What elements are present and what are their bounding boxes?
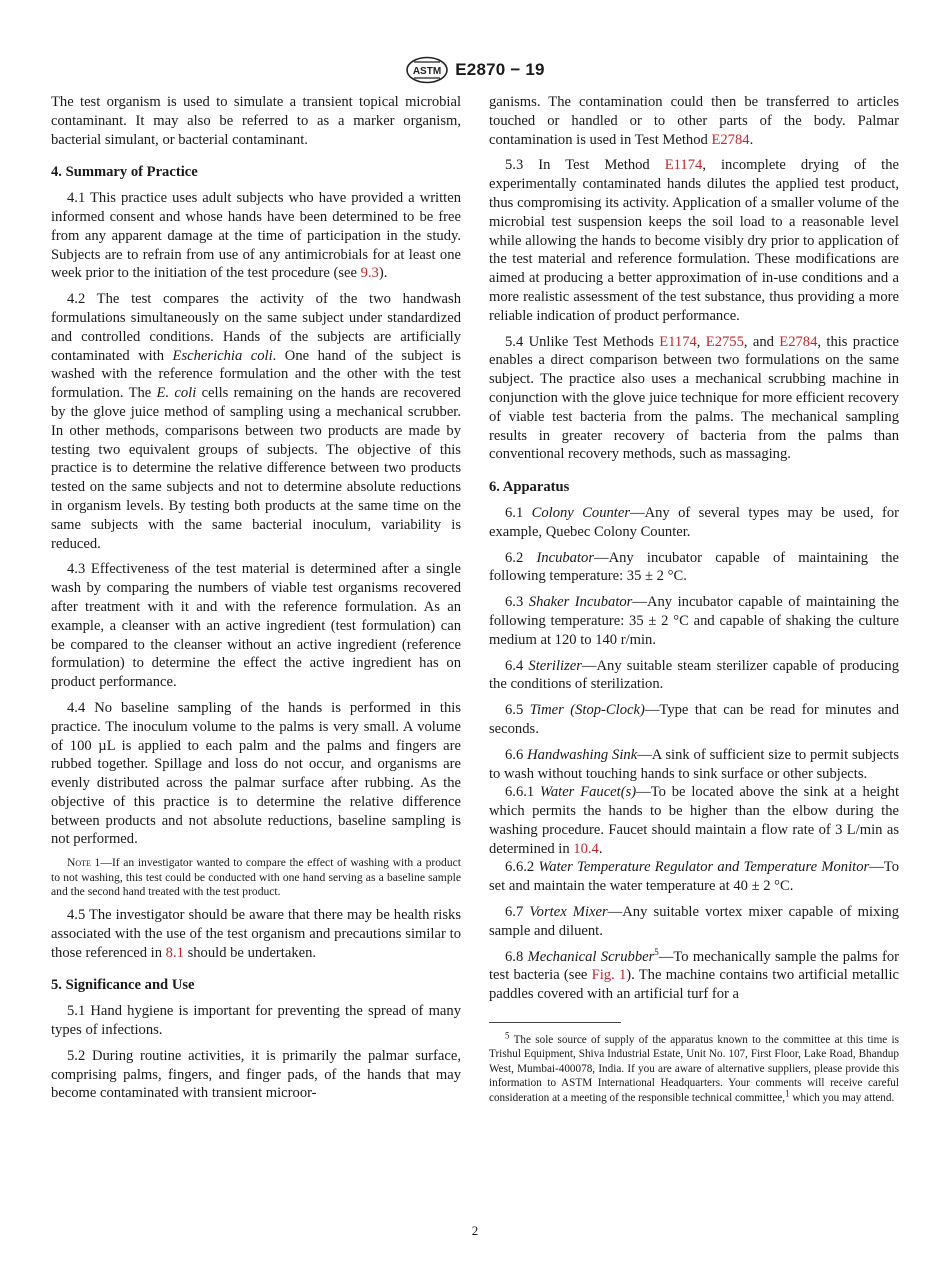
section-4-heading: 4. Summary of Practice: [51, 164, 198, 181]
ref-link-fig-1[interactable]: Fig. 1: [591, 967, 627, 984]
paragraph-4-3: 4.3 Effectiveness of the test material is determined after a single wash by comparing the numbers of viable test organisms recovered after treatment with it and with the reference formulation. As an example, a cleanser with an active ingredient (test formulation) can be compared to the cleanser without an active ingredient (reference formulation) to determine the effect the active ingredient has on product performance.: [51, 561, 461, 691]
page-number: 2: [471, 1223, 479, 1238]
ref-link-e1174-b[interactable]: E1174: [659, 333, 697, 350]
paragraph-5-2: 5.2 During routine activities, it is primarily the palmar surface, comprising palms, fingers, and finger pads, of the hands that may become contaminated with transient microor-: [51, 1047, 461, 1102]
paragraph-5-2-continued: ganisms. The contamination could then be transferred to articles touched or handled or to other parts of the body. Palmar contamination is used in Test Method E2784.: [489, 94, 899, 148]
paragraph-6-2: 6.2 Incubator—Any incubator capable of maintaining the following temperature: 35 ± 2 °C.: [489, 549, 900, 585]
astm-logo-icon: [405, 56, 449, 84]
footnote-5: $^5$ The sole source of supply of the apparatus known to the committee at this time is Trishul Equipment, Shiva Industrial Estate, Unit No. 107, First Floor, Lake Road, Bhandup West, Mumbai-400078, India. If you are aware of alternative suppliers, please provide this information to ASTM International Headquarters. Your comments will receive careful consideration at a meeting of the responsible technical committee,$^1$ which you may attend.: [489, 1030, 899, 1104]
paragraph-6-1: 6.1 Colony Counter—Any of several types may be used, for example, Quebec Colony Counter.: [489, 504, 899, 540]
paragraph-5-1: 5.1 Hand hygiene is important for preventing the spread of many types of infections.: [51, 1003, 461, 1039]
paragraph-6-6-1: 6.6.1 Water Faucet(s)—To be located above the sink at a height which permits the hands to be higher than the elbow during the washing procedure. Faucet should maintain a flow rate of 3 L/min as determined in 10.4.: [489, 784, 900, 857]
left-column: [51, 93, 461, 1110]
note-1: Note 1—If an investigator wanted to compare the effect of washing with a product to not washing, this test could be conducted with one hand serving as a baseline sample and the second hand treated with the test product.: [51, 856, 461, 899]
paragraph-6-6: 6.6 Handwashing Sink—A sink of sufficient size to permit subjects to wash without touching hands to sink surface or other subjects.: [489, 746, 900, 782]
ref-link-e2784[interactable]: E2784: [711, 131, 750, 148]
paragraph-6-7: 6.7 Vortex Mixer—Any suitable vortex mixer capable of mixing sample and diluent.: [489, 904, 900, 939]
ref-link-9-3[interactable]: 9.3: [360, 265, 379, 282]
intro-paragraph: The test organism is used to simulate a transient topical microbial contaminant. It may also be referred to as a marker organism, bacterial simulant, or bacterial contaminant.: [51, 94, 461, 148]
paragraph-6-8: 6.8 Mechanical Scrubber$^5$—To mechanically sample the palms for test bacteria (see Fig. 1). The machine contains two artificial metallic paddles covered with an artificial turf for a: [489, 946, 900, 1003]
paragraph-4-1: 4.1 This practice uses adult subjects who have provided a written informed consent and whose hands have been determined to be free from any apparent damage at the time of participation in the study. Subjects are to refrain from use of any antimicrobials for at least one week prior to the initiation of the test procedure (see 9.3).: [51, 190, 461, 282]
paragraph-6-5: 6.5 Timer (Stop-Clock)—Type that can be read for minutes and seconds.: [489, 702, 900, 737]
paragraph-4-5: 4.5 The investigator should be aware that there may be health risks associated with the use of the test organism and precautions similar to those referenced in 8.1 should be undertaken.: [51, 907, 461, 961]
paragraph-6-6-2: 6.6.2 Water Temperature Regulator and Temperature Monitor—To set and maintain the water temperature at 40 ± 2 °C.: [489, 859, 899, 895]
section-6-heading: 6. Apparatus: [489, 479, 570, 496]
ref-link-10-4[interactable]: 10.4: [573, 840, 599, 857]
paragraph-6-4: 6.4 Sterilizer—Any suitable steam sterilizer capable of producing the conditions of sterilization.: [489, 657, 899, 693]
paragraph-4-4: 4.4 No baseline sampling of the hands is performed in this practice. The inoculum volume to the palms is very small. A volume of 100 µL is applied to each palm and the palms and fingers are rubbed together. Spillage and loss do not occur, and organisms are evenly distributed across the palmar surface after rubbing. As the objective of this practice is to determine the relative difference between products and not absolute reductions, baseline sampling is not performed.: [51, 699, 461, 848]
ref-link-e1174[interactable]: E1174: [664, 157, 703, 174]
paragraph-5-4: 5.4 Unlike Test Methods E1174, E2755, and E2784, this practice enables a direct comparison between two formulations on the same subject. The practice also uses a mechanical scrubbing machine in conjunction with the glove juice technique for more efficient recovery of viable test bacteria from the palms. The mechanical sampling results in greater recovery of bacteria from the palms than conventional recovery methods, such as massaging.: [489, 333, 899, 463]
paragraph-6-3: 6.3 Shaker Incubator—Any incubator capable of maintaining the following temperature: 35 ± 2 °C and capable of shaking the culture medium at 120 to 140 r/min.: [489, 594, 900, 648]
ref-link-e2755[interactable]: E2755: [705, 333, 744, 350]
paragraph-5-3: 5.3 In Test Method E1174, incomplete drying of the experimentally contaminated hands dilutes the applied test product, thus compromising its activity. Application of a smaller volume of the microbial test suspension keeps the soil load to a reasonable level while allowing the hands to become visibly dry prior to application of the test material and reference formulation. These modifications are aimed at producing a better approximation of in-use conditions and a more realistic assessment of the test substance, thus providing a more reliable indication of product performance.: [489, 157, 899, 324]
ref-link-8-1[interactable]: 8.1: [165, 944, 184, 961]
svg-text:ASTM: ASTM: [413, 66, 442, 77]
document-id: E2870 − 19: [455, 60, 545, 79]
footnote-divider: [489, 1022, 621, 1023]
ref-link-e2784-b[interactable]: E2784: [779, 333, 818, 350]
right-column: [489, 93, 899, 1105]
section-5-heading: 5. Significance and Use: [51, 977, 195, 994]
page-header: [0, 56, 950, 89]
paragraph-4-2: 4.2 The test compares the activity of the two handwash formulations simultaneously on the same subject under standardized and controlled conditions. Hands of the subjects are artificially contaminated with Escherichia coli. One hand of the subject is washed with the reference formulation and the other with the test formulation. The E. coli cells remaining on the hands are recovered by the glove juice method of sampling using a mechanical scrubber. In other methods, comparisons between two products are made by testing two equivalent groups of subjects. The objective of this practice is to determine the relative difference between two products tested on the same subjects and not to determine absolute reductions in organism levels. By testing both products at the same time on the same subjects with the same bacterial inoculum, variability is reduced.: [51, 291, 461, 552]
